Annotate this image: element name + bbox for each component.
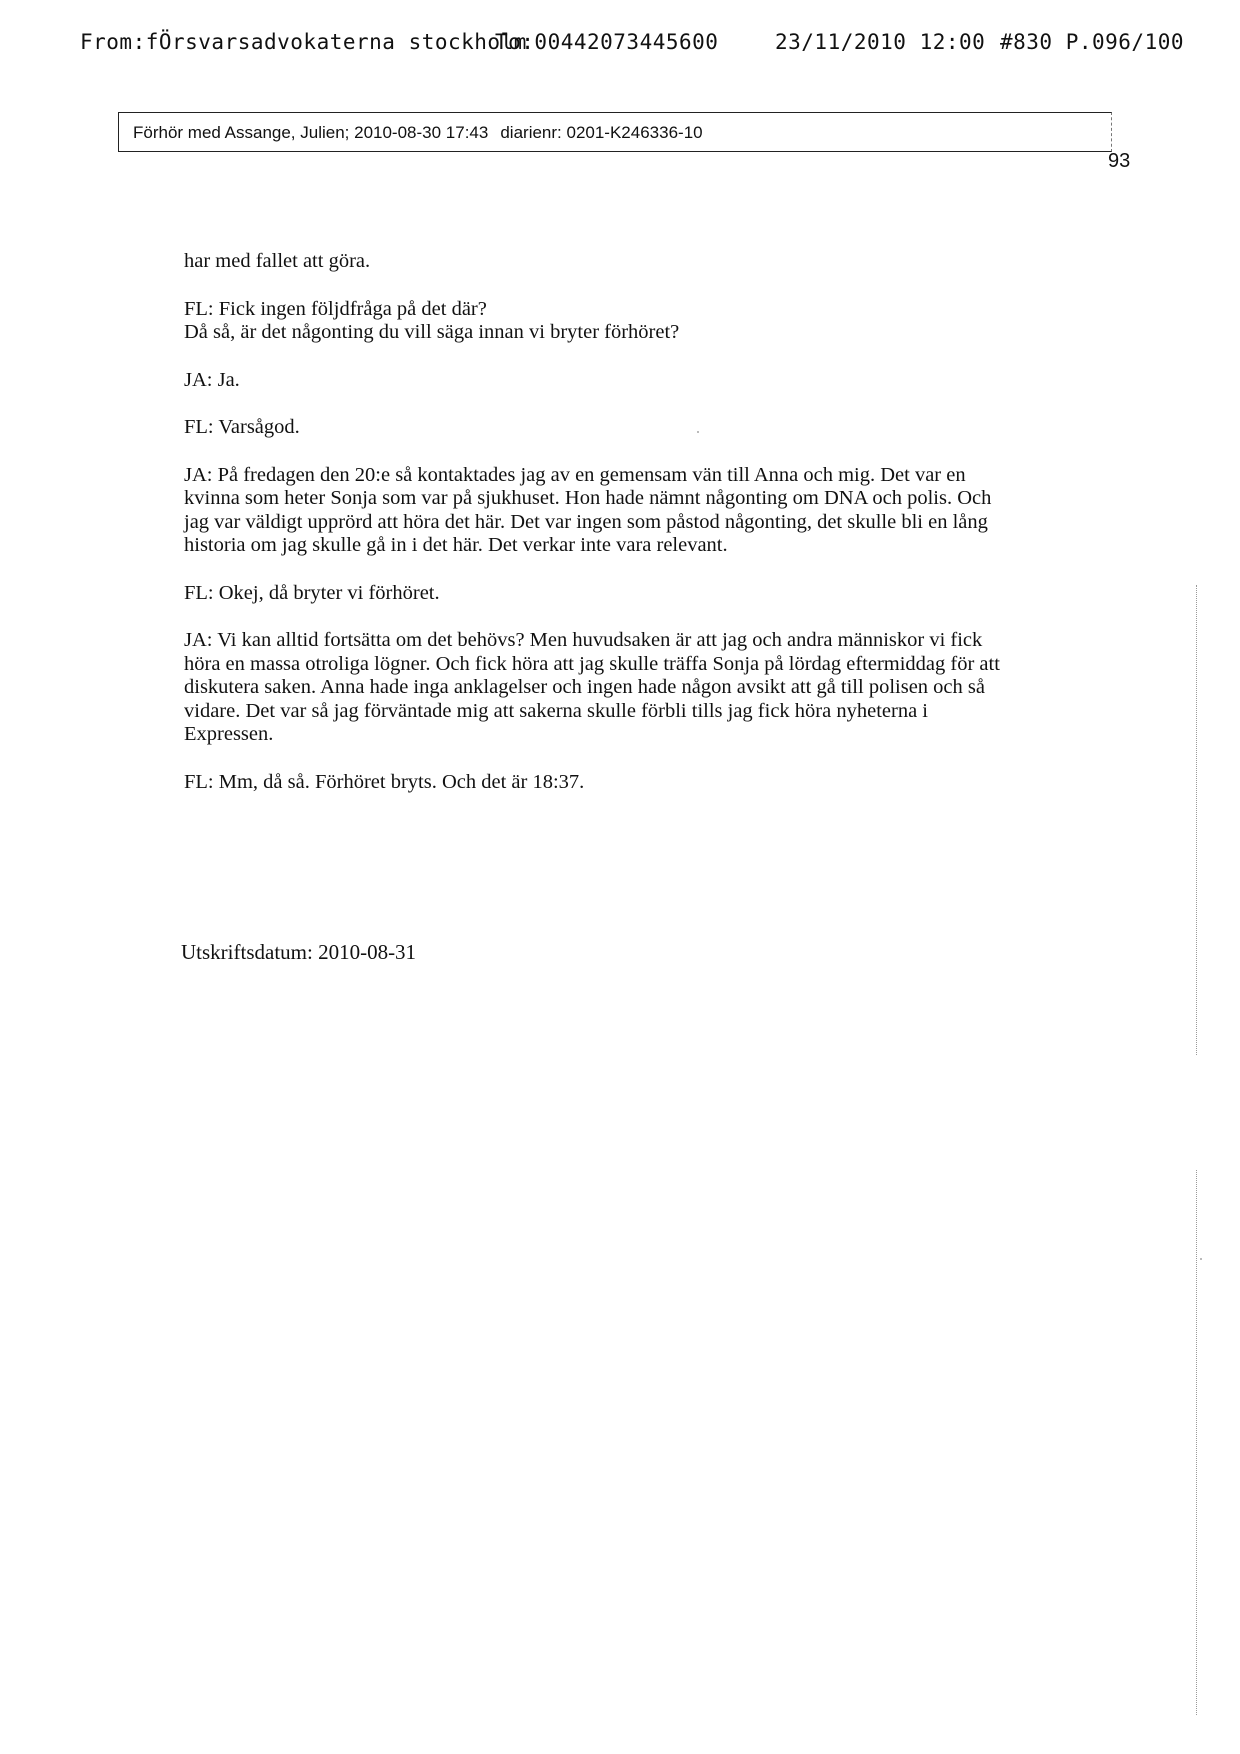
fax-to: To:00442073445600 bbox=[495, 30, 719, 54]
document-header-text bbox=[133, 123, 703, 143]
transcript-paragraph: FL: Okej, då bryter vi förhöret. bbox=[184, 581, 440, 604]
fax-page-ref: #830 P.096/100 bbox=[1000, 30, 1185, 54]
fax-header bbox=[80, 30, 1185, 60]
scan-artifact-dot bbox=[697, 431, 699, 433]
transcript-paragraph: FL: Varsågod. bbox=[184, 416, 300, 438]
scan-artifact-dot bbox=[1200, 1258, 1202, 1260]
fax-datetime: 23/11/2010 12:00 bbox=[775, 30, 986, 54]
document-header-box bbox=[118, 112, 1112, 152]
transcript-paragraph: har med fallet att göra. bbox=[184, 250, 371, 272]
transcript-body bbox=[184, 250, 1014, 818]
scan-artifact-line bbox=[1196, 585, 1197, 1055]
transcript-paragraph: JA: Ja. bbox=[184, 368, 240, 391]
document-diarienr: diarienr: 0201-K246336-10 bbox=[500, 123, 703, 142]
transcript-paragraph: JA: Vi kan alltid fortsätta om det behövs? Men huvudsaken är att jag och andra människor vi fick höra en massa otroliga lögner. Och fick höra att jag skulle träffa Sonja på lördag eftermiddag för att diskutera saken. Anna hade inga anklagelser och ingen hade någon avsikt att gå till polisen och så vidare. Det var så jag förväntade mig att sakerna skulle förbli tills jag fick höra nyheterna i Expressen. bbox=[184, 629, 1000, 745]
fax-from: From:fÖrsvarsadvokaterna stockholm bbox=[80, 30, 527, 54]
scan-artifact-line bbox=[1196, 1170, 1197, 1715]
print-date: Utskriftsdatum: 2010-08-31 bbox=[181, 940, 417, 964]
transcript-paragraph: FL: Fick ingen följdfråga på det där? Då så, är det någonting du vill säga innan vi bryter förhöret? bbox=[184, 297, 680, 343]
transcript-paragraph: JA: På fredagen den 20:e så kontaktades jag av en gemensam vän till Anna och mig. Det var en kvinna som heter Sonja som var på sjukhuset. Hon hade nämnt någonting om DNA och polis. Och jag var väldigt upprörd att höra det här. Det var ingen som påstod någonting, det skulle bli en lång historia om jag skulle gå in i det här. Det verkar inte vara relevant. bbox=[184, 463, 992, 556]
page-number: 93 bbox=[1108, 150, 1131, 172]
document-title: Förhör med Assange, Julien; 2010-08-30 17:43 bbox=[133, 123, 489, 142]
transcript-paragraph: FL: Mm, då så. Förhöret bryts. Och det är 18:37. bbox=[184, 770, 585, 793]
